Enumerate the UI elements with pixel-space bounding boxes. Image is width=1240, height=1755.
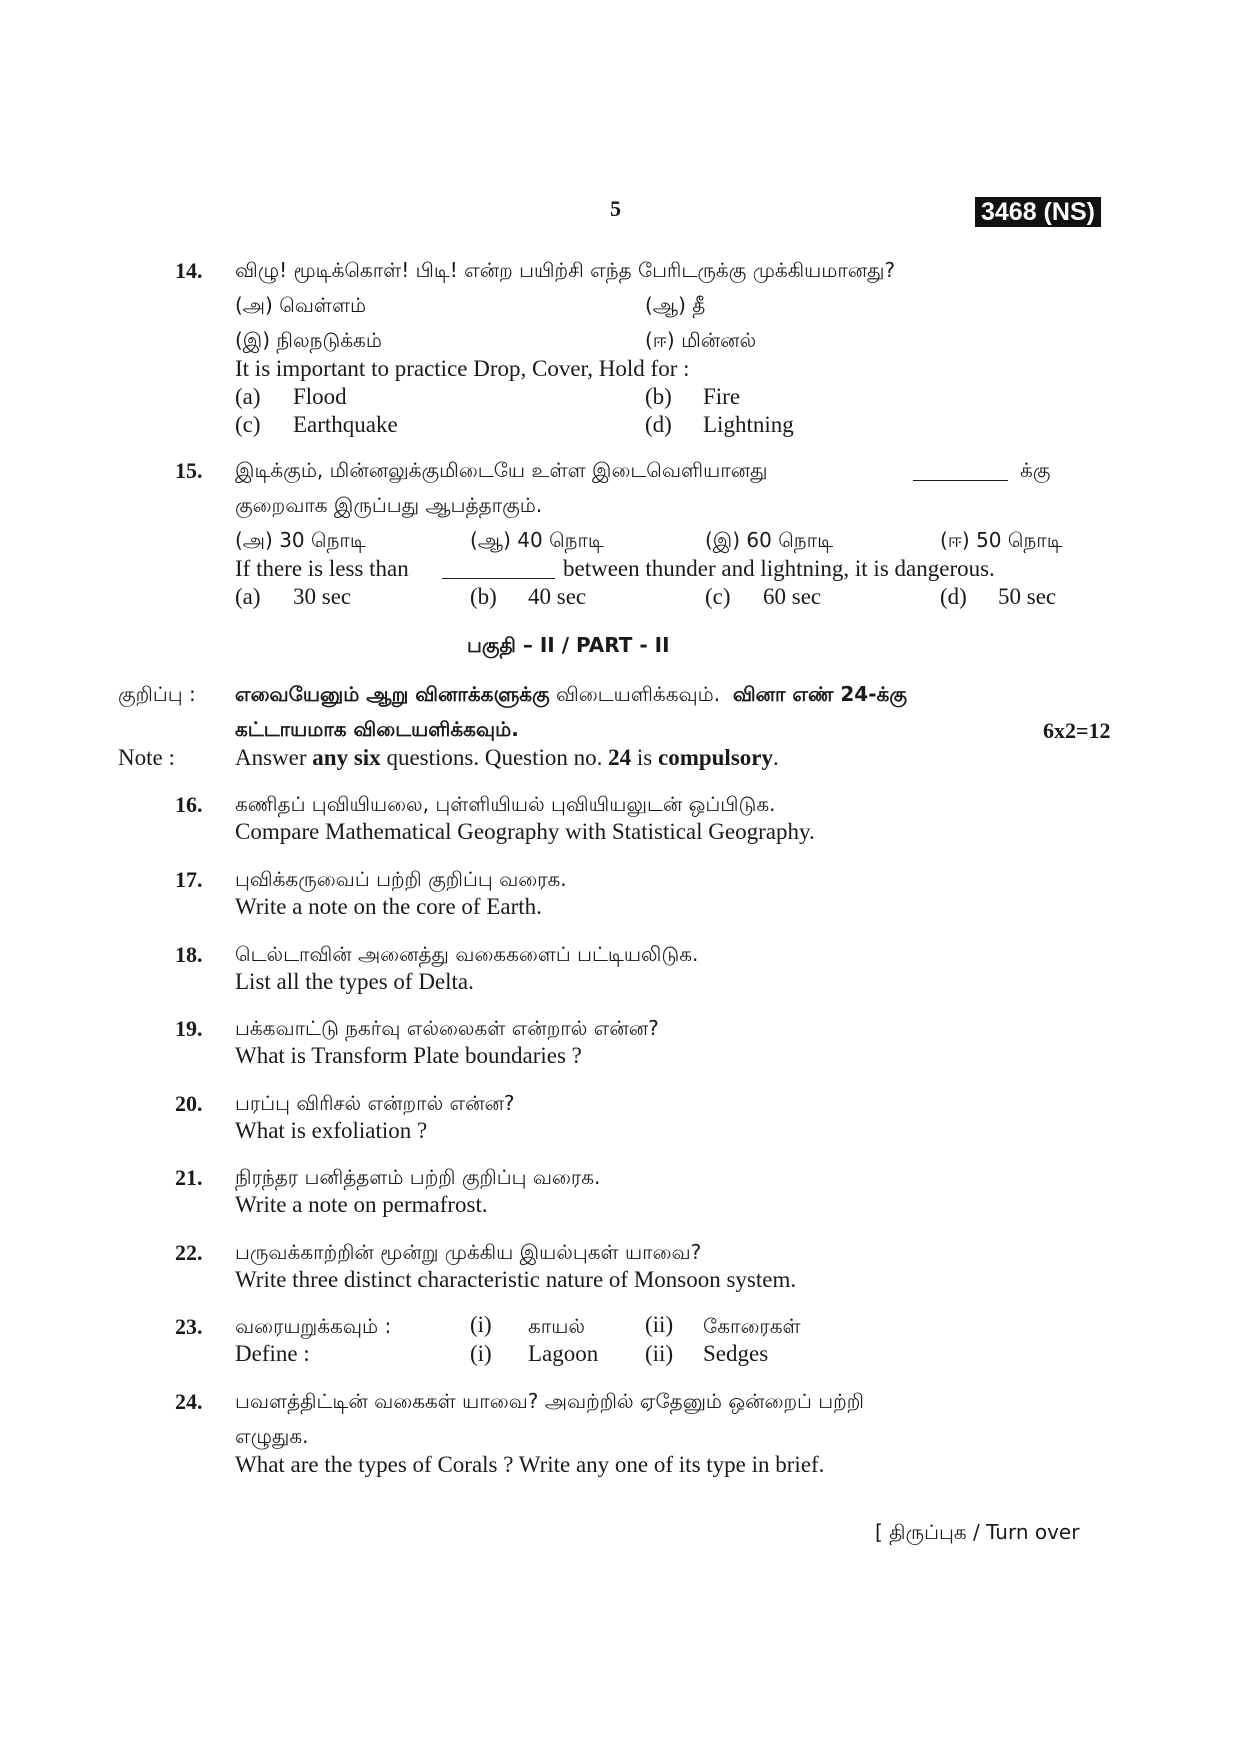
note-label-tamil: குறிப்பு : (118, 682, 196, 706)
option-text: 50 sec (998, 584, 1057, 609)
item-label: (ii) (645, 1312, 674, 1337)
option-label: (b) (645, 384, 672, 409)
question-number: 16. (175, 792, 203, 817)
item-text-english: Lagoon (528, 1341, 599, 1366)
question-number: 18. (175, 942, 203, 967)
question-number: 17. (175, 867, 203, 892)
question-text-english: Write a note on permafrost. (235, 1192, 488, 1217)
define-label-english: Define : (235, 1341, 310, 1366)
option-label: (d) (940, 584, 967, 609)
part-heading: பகுதி – II / PART - II (467, 633, 670, 657)
option-text: Lightning (703, 412, 794, 437)
option-tamil: (ஆ) 40 நொடி (470, 528, 604, 552)
question-text-english: It is important to practice Drop, Cover, Hold for : (235, 356, 690, 381)
item-label: (ii) (645, 1341, 674, 1366)
turn-over-note: [ திருப்புக / Turn over (875, 1520, 1080, 1544)
option-label: (a) (235, 584, 261, 609)
question-text-tamil: புவிக்கருவைப் பற்றி குறிப்பு வரைக. (235, 867, 567, 891)
option-label: (b) (470, 584, 497, 609)
question-text-tamil: நிரந்தர பனித்தளம் பற்றி குறிப்பு வரைக. (235, 1165, 601, 1189)
option-text: 30 sec (293, 584, 352, 609)
option-tamil: (ஈ) மின்னல் (645, 328, 757, 352)
question-text-tamil: விழு! மூடிக்கொள்! பிடி! என்ற பயிற்சி எந்த பேரிடருக்கு முக்கியமானது? (235, 258, 896, 282)
note-text-english: Answer any six questions. Question no. 24 is compulsory. (235, 745, 779, 770)
option-label: (c) (235, 412, 261, 437)
option-text: Fire (703, 384, 741, 409)
option-tamil: (அ) வெள்ளம் (235, 293, 367, 317)
question-number: 14. (175, 258, 203, 283)
paper-code-badge: 3468 (NS) (975, 197, 1101, 227)
question-text-tamil: எழுதுக. (235, 1424, 309, 1448)
answer-blank (442, 578, 555, 579)
question-text-english: between thunder and lightning, it is dangerous. (563, 556, 995, 581)
note-text-tamil: எவையேனும் ஆறு வினாக்களுக்கு விடையளிக்கவும். வினா எண் 24-க்கு (235, 682, 907, 706)
question-number: 20. (175, 1091, 203, 1116)
question-text-tamil: பக்கவாட்டு நகர்வு எல்லைகள் என்றால் என்ன? (235, 1016, 659, 1040)
define-label-tamil: வரையறுக்கவும் : (235, 1314, 392, 1338)
option-tamil: (இ) நிலநடுக்கம் (235, 328, 382, 352)
question-text-english: List all the types of Delta. (235, 969, 474, 994)
option-label: (a) (235, 384, 261, 409)
question-text-tamil: பருவக்காற்றின் மூன்று முக்கிய இயல்புகள் யாவை? (235, 1240, 702, 1264)
option-label: (c) (705, 584, 731, 609)
marks: 6x2=12 (1043, 718, 1111, 743)
item-text-tamil: காயல் (528, 1314, 585, 1338)
question-text-english: What are the types of Corals ? Write any one of its type in brief. (235, 1452, 825, 1477)
question-text-english: Write a note on the core of Earth. (235, 894, 542, 919)
page-number: 5 (610, 196, 621, 221)
question-text-english: If there is less than (235, 556, 409, 581)
question-text-tamil: இடிக்கும், மின்னலுக்குமிடையே உள்ள இடைவெளியானது (235, 458, 768, 482)
option-text: Earthquake (293, 412, 398, 437)
question-text-tamil: க்கு (1020, 458, 1051, 482)
option-tamil: (இ) 60 நொடி (705, 528, 833, 552)
option-tamil: (ஈ) 50 நொடி (940, 528, 1063, 552)
item-label: (i) (470, 1312, 492, 1337)
question-number: 15. (175, 458, 203, 483)
item-text-tamil: கோரைகள் (703, 1314, 801, 1338)
question-number: 23. (175, 1314, 203, 1339)
option-text: 60 sec (763, 584, 822, 609)
question-text-tamil: கணிதப் புவியியலை, புள்ளியியல் புவியியலுடன் ஒப்பிடுக. (235, 792, 776, 816)
option-text: Flood (293, 384, 347, 409)
question-number: 24. (175, 1389, 203, 1414)
option-tamil: (அ) 30 நொடி (235, 528, 366, 552)
item-text-english: Sedges (703, 1341, 769, 1366)
question-number: 19. (175, 1016, 203, 1041)
question-text-english: Write three distinct characteristic nature of Monsoon system. (235, 1267, 797, 1292)
question-number: 22. (175, 1240, 203, 1265)
option-label: (d) (645, 412, 672, 437)
question-text-english: Compare Mathematical Geography with Statistical Geography. (235, 819, 815, 844)
note-text-tamil: கட்டாயமாக விடையளிக்கவும். (235, 717, 519, 741)
question-text-tamil: டெல்டாவின் அனைத்து வகைகளைப் பட்டியலிடுக. (235, 942, 699, 966)
question-text-english: What is exfoliation ? (235, 1118, 428, 1143)
question-text-english: What is Transform Plate boundaries ? (235, 1043, 582, 1068)
option-text: 40 sec (528, 584, 587, 609)
question-number: 21. (175, 1165, 203, 1190)
question-text-tamil: குறைவாக இருப்பது ஆபத்தாகும். (235, 493, 543, 517)
answer-blank (913, 480, 1008, 481)
item-label: (i) (470, 1341, 492, 1366)
option-tamil: (ஆ) தீ (645, 293, 706, 317)
question-text-tamil: பவளத்திட்டின் வகைகள் யாவை? அவற்றில் ஏதேனும் ஒன்றைப் பற்றி (235, 1389, 864, 1413)
question-text-tamil: பரப்பு விரிசல் என்றால் என்ன? (235, 1091, 515, 1115)
note-label-english: Note : (118, 745, 175, 770)
